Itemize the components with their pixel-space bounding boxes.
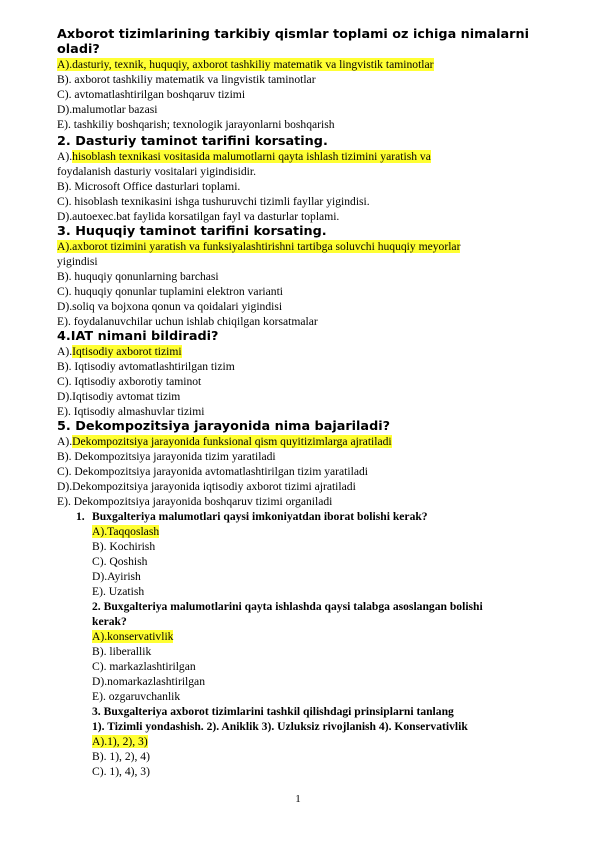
question-8 — [92, 704, 552, 779]
question-5-answer-prefix: A). — [57, 435, 73, 448]
question-5-option-d: D).Dekompozitsiya jarayonida iqtisodiy axborot tizimi ajratiladi — [57, 480, 356, 493]
question-5-option-b: B). Dekompozitsiya jarayonida tizim yaratiladi — [57, 450, 276, 463]
question-2-title: 2. Dasturiy taminot tarifini korsating. — [57, 134, 328, 149]
question-4-option-b: B). Iqtisodiy avtomatlashtirilgan tizim — [57, 360, 235, 373]
question-4-answer-prefix: A). — [57, 345, 73, 358]
question-1-option-e: E). tashkiliy boshqarish; texnologik jarayonlarni boshqarish — [57, 118, 335, 131]
question-2 — [57, 134, 547, 224]
question-8-title-line-1: 3. Buxgalteriya axborot tizimlarini tashkil qilishdagi prinsiplarni tanlang — [92, 705, 454, 718]
question-1-answer-a: A).dasturiy, texnik, huquqiy, axborot tashkiliy matematik va lingvistik taminotlar — [57, 58, 434, 71]
question-6-option-c: C). Qoshish — [92, 555, 148, 568]
question-2-answer-a-cont: foydalanish dasturiy vositalari yigindisidir. — [57, 165, 257, 178]
question-8-answer-a: A).1), 2), 3) — [92, 735, 148, 748]
question-4-option-d: D).Iqtisodiy avtomat tizim — [57, 390, 181, 403]
question-6-title: Buxgalteriya malumotlari qaysi imkoniyatdan iborat bolishi kerak? — [92, 510, 428, 523]
question-6-answer-a: A).Taqqoslash — [92, 525, 160, 538]
question-4-answer-a: Iqtisodiy axborot tizimi — [72, 345, 182, 358]
question-7-option-d: D).nomarkazlashtirilgan — [92, 675, 205, 688]
question-1-option-c: C). avtomatlashtirilgan boshqaruv tizimi — [57, 88, 246, 101]
question-3-option-b: B). huquqiy qonunlarning barchasi — [57, 270, 219, 283]
question-8-option-b: B). 1), 2), 4) — [92, 750, 150, 763]
question-5-answer-a: Dekompozitsiya jarayonida funksional qism quyitizimlarga ajratiladi — [72, 435, 392, 448]
question-5 — [57, 419, 547, 509]
question-2-answer-a: hisoblash texnikasi vositasida malumotlarni qayta ishlash tizimini yaratish va — [72, 150, 431, 163]
question-7-title-line-1: 2. Buxgalteriya malumotlarini qayta ishlashda qaysi talabga asoslangan bolishi — [92, 600, 483, 613]
question-2-option-d: D).autoexec.bat faylida korsatilgan fayl va dasturlar toplami. — [57, 210, 340, 223]
question-4-option-c: C). Iqtisodiy axborotiy taminot — [57, 375, 202, 388]
question-3-option-c: C). huquqiy qonunlar tuplamini elektron varianti — [57, 285, 284, 298]
question-6-option-b: B). Kochirish — [92, 540, 156, 553]
question-4-option-e: E). Iqtisodiy almashuvlar tizimi — [57, 405, 205, 418]
question-1-title-line-1: Axborot tizimlarining tarkibiy qismlar toplami oz ichiga nimalarni — [57, 27, 529, 42]
question-1-title-line-2: oladi? — [57, 42, 100, 57]
question-7-option-b: B). liberallik — [92, 645, 152, 658]
question-5-title: 5. Dekompozitsiya jarayonida nima bajariladi? — [57, 419, 391, 434]
question-1-option-d: D).malumotlar bazasi — [57, 103, 158, 116]
question-5-option-c: C). Dekompozitsiya jarayonida avtomatlashtirilgan tizim yaratiladi — [57, 465, 369, 478]
question-6-number: 1. — [76, 510, 85, 523]
question-5-option-e: E). Dekompozitsiya jarayonida boshqaruv tizimi organiladi — [57, 495, 333, 508]
question-7-answer-a: A).konservativlik — [92, 630, 174, 643]
question-2-option-b: B). Microsoft Office dasturlari toplami. — [57, 180, 241, 193]
question-1 — [57, 27, 547, 132]
question-7 — [92, 599, 552, 704]
question-2-answer-prefix: A). — [57, 150, 73, 163]
question-4 — [57, 329, 547, 419]
question-6-option-d: D).Ayirish — [92, 570, 141, 583]
question-6 — [92, 509, 552, 599]
question-8-option-c: C). 1), 4), 3) — [92, 765, 150, 778]
question-3-title: 3. Huquqiy taminot tarifini korsating. — [57, 224, 327, 239]
question-8-title-line-2: 1). Tizimli yondashish. 2). Aniklik 3). Uzluksiz rivojlanish 4). Konservativlik — [92, 720, 468, 733]
question-3-option-e: E). foydalanuvchilar uchun ishlab chiqilgan korsatmalar — [57, 315, 318, 328]
question-3-answer-a-cont: yigindisi — [57, 255, 98, 268]
question-3 — [57, 224, 547, 329]
question-3-option-d: D).soliq va bojxona qonun va qoidalari yigindisi — [57, 300, 283, 313]
question-4-title: 4.IAT nimani bildiradi? — [57, 329, 219, 344]
question-2-option-c: C). hisoblash texnikasini ishga tushuruvchi tizimli fayllar yigindisi. — [57, 195, 370, 208]
question-7-title-line-2: kerak? — [92, 615, 127, 628]
question-3-answer-a: A).axborot tizimini yaratish va funksiyalashtirishni tartibga soluvchi huquqiy meyorlar — [57, 240, 461, 253]
page-number: 1 — [295, 793, 301, 805]
question-1-option-b: B). axborot tashkiliy matematik va lingvistik taminotlar — [57, 73, 316, 86]
question-7-option-c: C). markazlashtirilgan — [92, 660, 196, 673]
question-7-option-e: E). ozgaruvchanlik — [92, 690, 181, 703]
question-6-option-e: E). Uzatish — [92, 585, 145, 598]
